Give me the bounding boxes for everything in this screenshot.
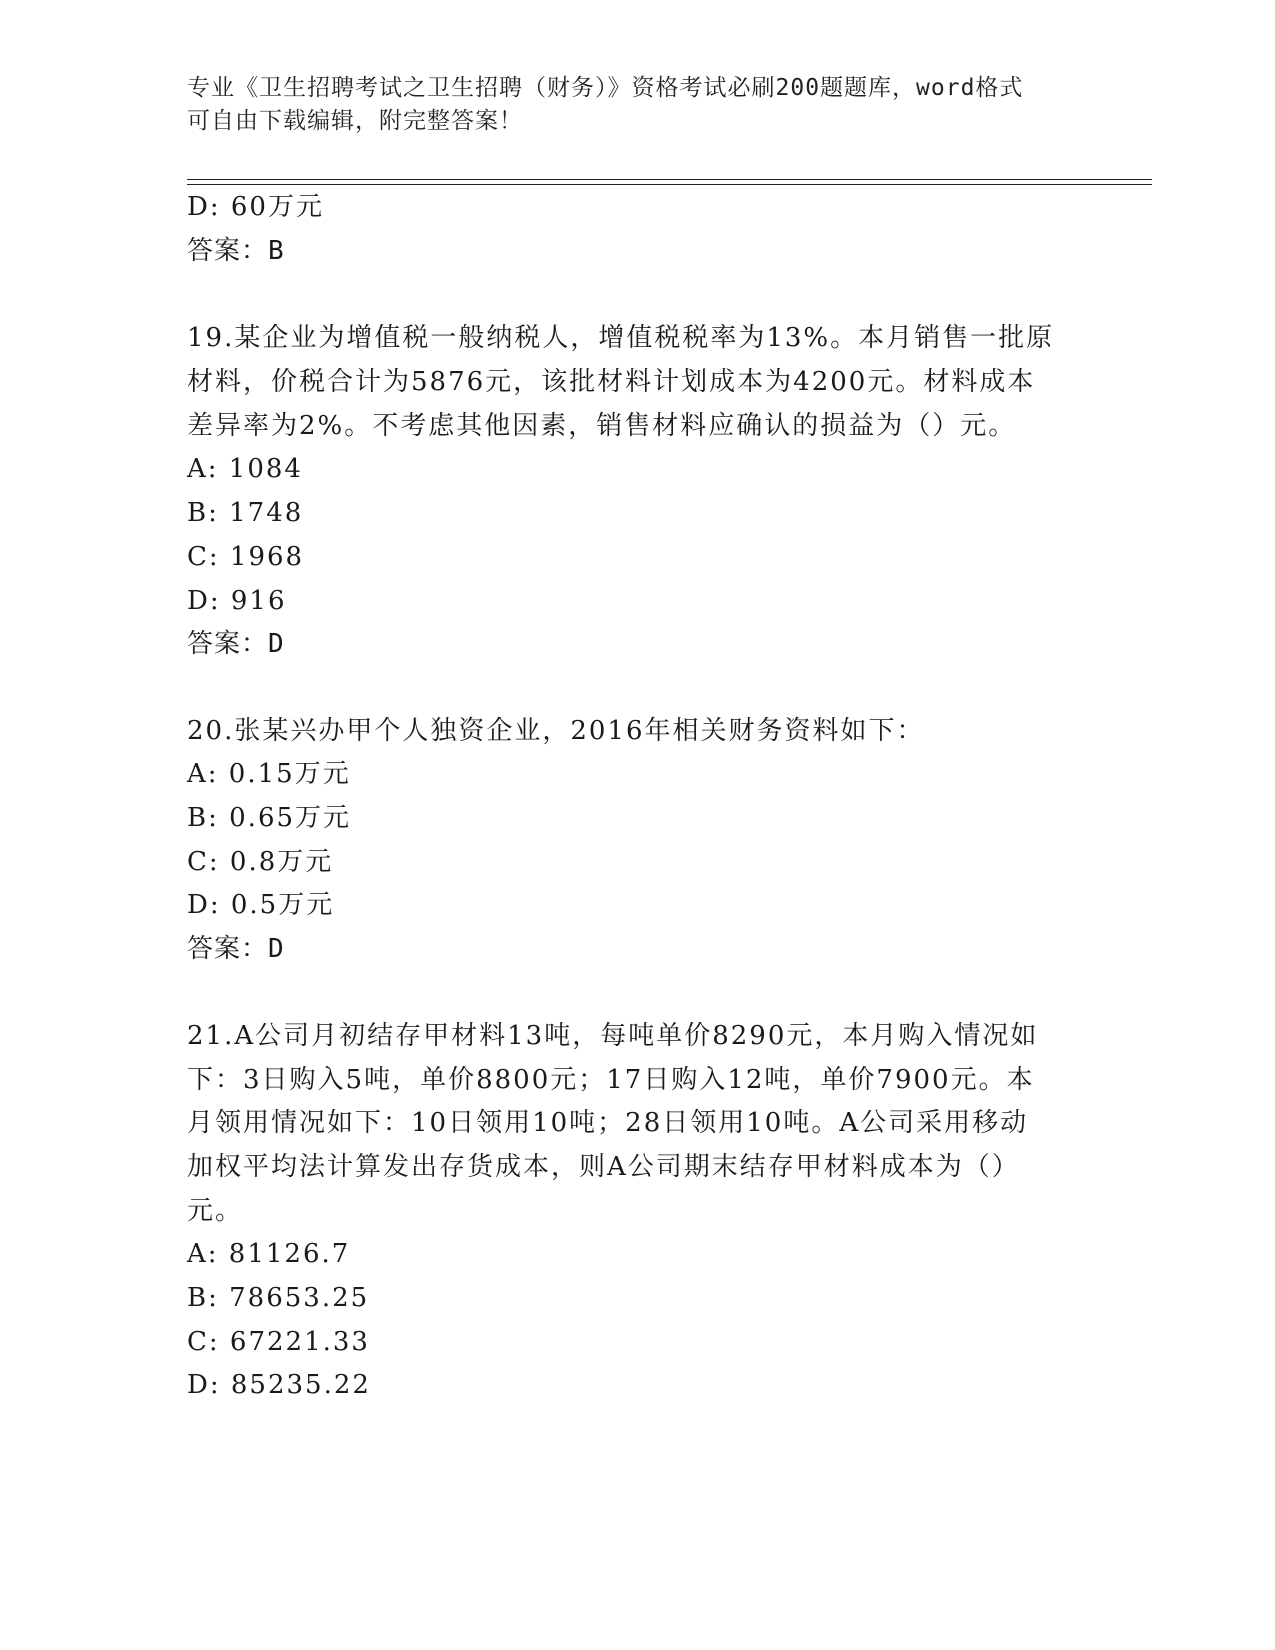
question-21-stem-line-1: 21.A公司月初结存甲材料13吨，每吨单价8290元，本月购入情况如 <box>187 1021 1039 1051</box>
question-21-stem-line-3: 月领用情况如下：10日领用10吨；28日领用10吨。A公司采用移动 <box>187 1108 1029 1138</box>
question-21-stem-line-5: 元。 <box>187 1196 244 1226</box>
question-19-option-a: A: 1084 <box>187 454 303 484</box>
question-20-option-c: C: 0.8万元 <box>187 847 334 877</box>
question-20-answer: 答案：D <box>187 934 285 964</box>
question-21-option-d: D: 85235.22 <box>187 1370 371 1400</box>
question-19-answer: 答案：D <box>187 629 285 659</box>
question-19-stem-line-1: 19.某企业为增值税一般纳税人，增值税税率为13%。本月销售一批原 <box>187 323 1055 353</box>
question-20-stem-line-1: 20.张某兴办甲个人独资企业，2016年相关财务资料如下： <box>187 716 925 746</box>
page-header <box>187 72 1067 138</box>
option-d: D: 60万元 <box>187 192 324 222</box>
header-title-line-2: 可自由下载编辑，附完整答案！ <box>187 108 523 134</box>
header-divider-top <box>187 179 1152 180</box>
question-21-option-c: C: 67221.33 <box>187 1327 370 1357</box>
question-20-option-d: D: 0.5万元 <box>187 890 335 920</box>
header-divider-bottom <box>187 184 1152 185</box>
question-20-option-b: B: 0.65万元 <box>187 803 352 833</box>
question-21-stem-line-4: 加权平均法计算发出存货成本，则A公司期末结存甲材料成本为（） <box>187 1152 1020 1182</box>
question-19-stem-line-2: 材料，价税合计为5876元，该批材料计划成本为4200元。材料成本 <box>187 367 1036 397</box>
question-20-option-a: A: 0.15万元 <box>187 759 351 789</box>
question-21-option-a: A: 81126.7 <box>187 1239 351 1269</box>
answer-label: 答案：B <box>187 236 285 266</box>
question-19-option-b: B: 1748 <box>187 498 304 528</box>
question-19-option-c: C: 1968 <box>187 542 305 572</box>
question-21-stem-line-2: 下：3日购入5吨，单价8800元；17日购入12吨，单价7900元。本 <box>187 1065 1035 1095</box>
question-19-stem-line-3: 差异率为2%。不考虑其他因素，销售材料应确认的损益为（）元。 <box>187 411 1017 441</box>
header-title-line-1: 专业《卫生招聘考试之卫生招聘（财务）》资格考试必刷200题题库，word格式 <box>187 75 1024 101</box>
question-19-option-d: D: 916 <box>187 586 287 616</box>
question-21-option-b: B: 78653.25 <box>187 1283 370 1313</box>
